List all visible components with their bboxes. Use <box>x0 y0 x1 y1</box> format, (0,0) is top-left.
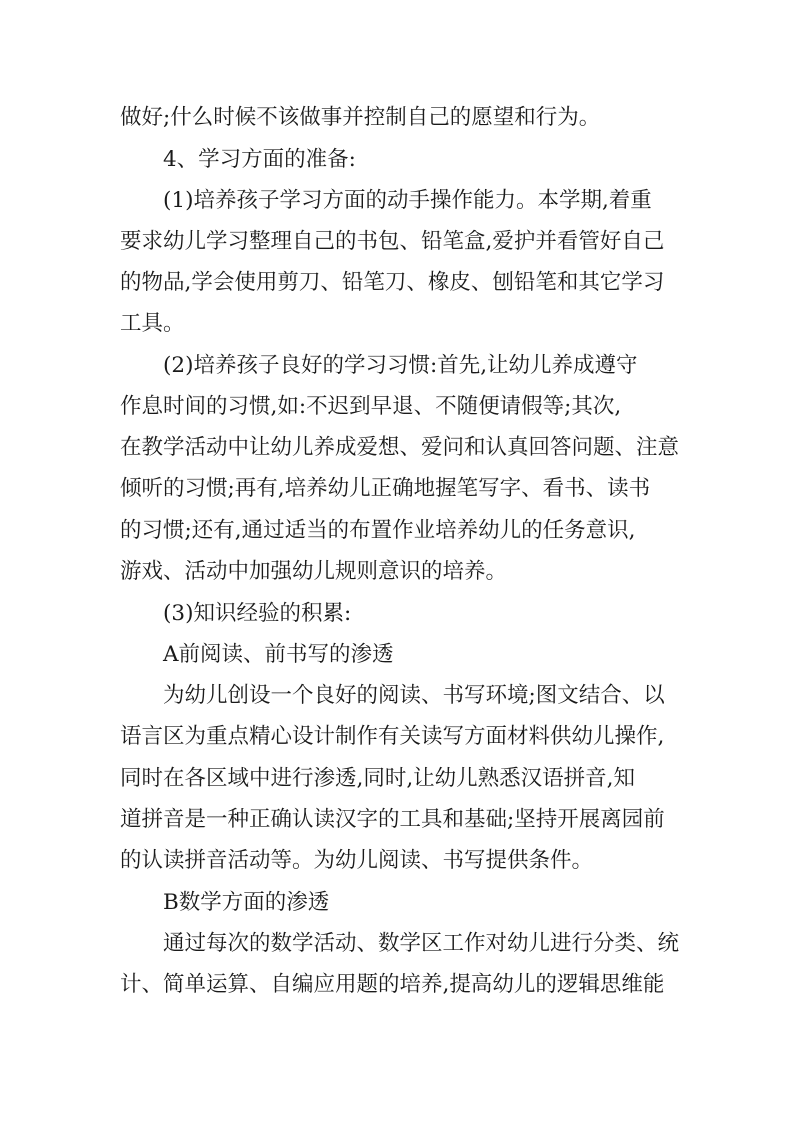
text-line <box>0 222 794 262</box>
section-heading <box>0 140 794 180</box>
paragraph-start <box>0 181 794 221</box>
line-text: (3)知识经验的积累: <box>163 601 352 626</box>
line-text: 道拼音是一种正确认读汉字的工具和基础;坚持开展离园前 <box>120 807 665 832</box>
line-text: 通过每次的数学活动、数学区工作对幼儿进行分类、统 <box>163 931 680 956</box>
text-line <box>0 717 794 757</box>
section-heading <box>0 883 794 923</box>
text-line <box>0 98 794 138</box>
paragraph-start <box>0 346 794 386</box>
line-text: 的习惯;还有,通过适当的布置作业培养幼儿的任务意识, <box>120 518 636 543</box>
paragraph-start <box>0 676 794 716</box>
line-text: 做好;什么时候不该做事并控制自己的愿望和行为。 <box>120 105 601 130</box>
line-text: 倾听的习惯;再有,培养幼儿正确地握笔写字、看书、读书 <box>120 476 651 501</box>
line-text: 游戏、活动中加强幼儿规则意识的培养。 <box>120 559 508 584</box>
line-text: 4、学习方面的准备: <box>163 147 356 172</box>
line-text: (1)培养孩子学习方面的动手操作能力。本学期,着重 <box>163 188 652 213</box>
text-line <box>0 304 794 344</box>
text-line <box>0 800 794 840</box>
line-text: A前阅读、前书写的渗透 <box>163 642 394 667</box>
text-line <box>0 263 794 303</box>
text-line <box>0 759 794 799</box>
line-text: 的认读拼音活动等。为幼儿阅读、书写提供条件。 <box>120 848 594 873</box>
section-heading <box>0 635 794 675</box>
line-text: 在教学活动中让幼儿养成爱想、爱问和认真回答问题、注意 <box>120 435 680 460</box>
text-line <box>0 965 794 1005</box>
text-line <box>0 841 794 881</box>
line-text: 同时在各区域中进行渗透,同时,让幼儿熟悉汉语拼音,知 <box>120 766 636 791</box>
line-text: B数学方面的渗透 <box>163 890 330 915</box>
line-text: 为幼儿创设一个良好的阅读、书写环境;图文结合、以 <box>163 683 665 708</box>
text-line <box>0 387 794 427</box>
line-text: 要求幼儿学习整理自己的书包、铅笔盒,爱护并看管好自己 <box>120 229 665 254</box>
line-text: 计、简单运算、自编应用题的培养,提高幼儿的逻辑思维能 <box>120 972 665 997</box>
line-text: 工具。 <box>120 311 185 336</box>
text-line <box>0 428 794 468</box>
text-line <box>0 469 794 509</box>
text-line <box>0 511 794 551</box>
text-line <box>0 552 794 592</box>
section-heading <box>0 594 794 634</box>
line-text: 语言区为重点精心设计制作有关读写方面材料供幼儿操作, <box>120 724 665 749</box>
line-text: 的物品,学会使用剪刀、铅笔刀、橡皮、刨铅笔和其它学习 <box>120 270 665 295</box>
paragraph-start <box>0 924 794 964</box>
line-text: (2)培养孩子良好的学习习惯:首先,让幼儿养成遵守 <box>163 353 638 378</box>
line-text: 作息时间的习惯,如:不迟到早退、不随便请假等;其次, <box>120 394 622 419</box>
